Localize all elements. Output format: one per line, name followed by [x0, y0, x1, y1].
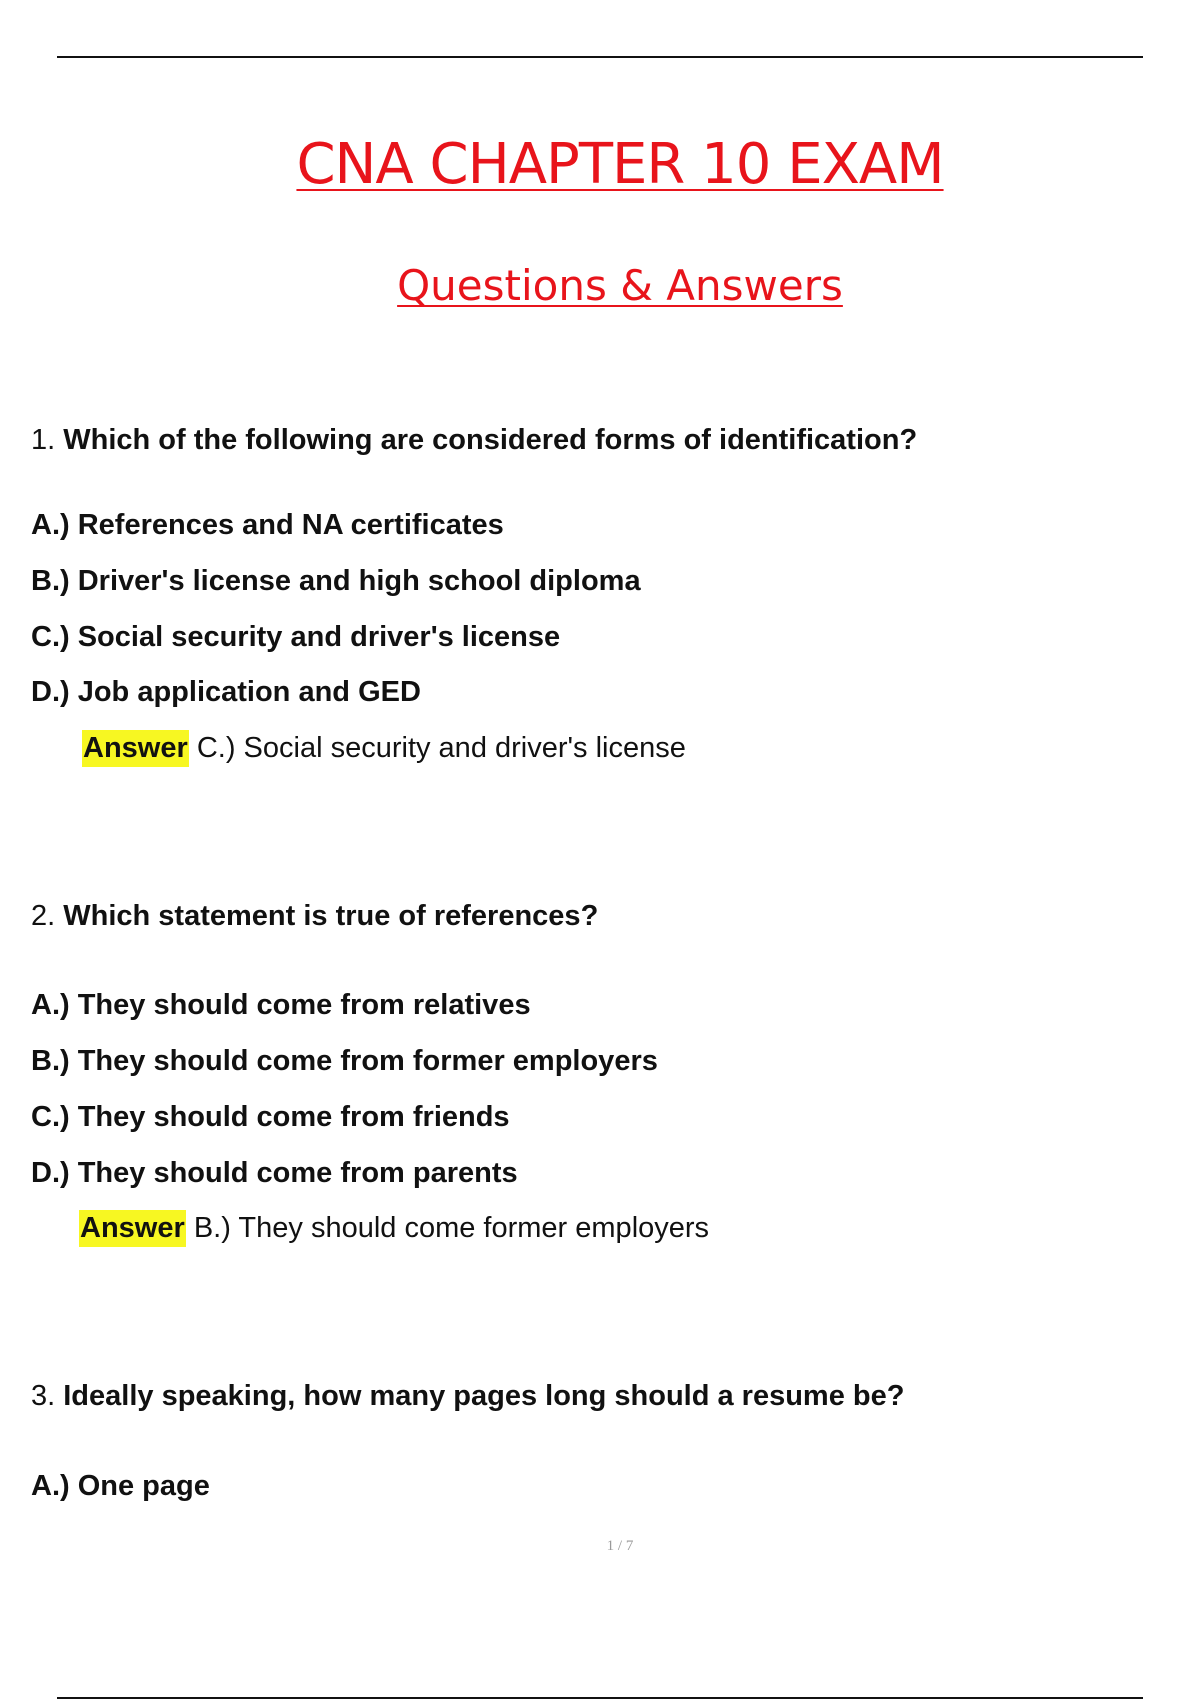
document-title [0, 130, 1200, 200]
question-1-option-d: D.) Job application and GED [31, 676, 421, 708]
question-2-option-d: D.) They should come from parents [31, 1157, 518, 1189]
question-2-option-a: A.) They should come from relatives [31, 989, 531, 1021]
answer-text: C.) Social security and driver's license [196, 732, 686, 764]
question-1 [31, 422, 917, 458]
question-2-option-c: C.) They should come from friends [31, 1101, 510, 1133]
question-text: Which of the following are considered forms of identification? [63, 424, 918, 456]
question-2-option-b: B.) They should come from former employers [31, 1045, 658, 1077]
document-subtitle [0, 258, 1200, 314]
answer-highlight-label: Answer [82, 730, 189, 767]
question-text: Ideally speaking, how many pages long should a resume be? [63, 1380, 905, 1412]
page-number: 1 / 7 [606, 1538, 634, 1554]
question-number: 2. [31, 900, 56, 932]
question-2 [31, 898, 598, 934]
question-number: 3. [31, 1380, 56, 1412]
question-1-answer [82, 730, 686, 766]
question-number: 1. [31, 424, 56, 456]
question-1-option-a: A.) References and NA certificates [31, 509, 504, 541]
top-rule [57, 56, 1143, 58]
bottom-rule [57, 1697, 1143, 1699]
question-3-option-a: A.) One page [31, 1470, 210, 1502]
question-2-answer [79, 1210, 709, 1246]
document-title-text: CNA CHAPTER 10 EXAM [296, 132, 944, 197]
question-1-option-c: C.) Social security and driver's license [31, 621, 561, 653]
question-3 [31, 1378, 904, 1414]
question-1-option-b: B.) Driver's license and high school diploma [31, 565, 641, 597]
document-subtitle-text: Questions & Answers [397, 261, 843, 310]
answer-text: B.) They should come former employers [193, 1212, 710, 1244]
question-text: Which statement is true of references? [63, 900, 599, 932]
answer-highlight-label: Answer [79, 1210, 186, 1247]
